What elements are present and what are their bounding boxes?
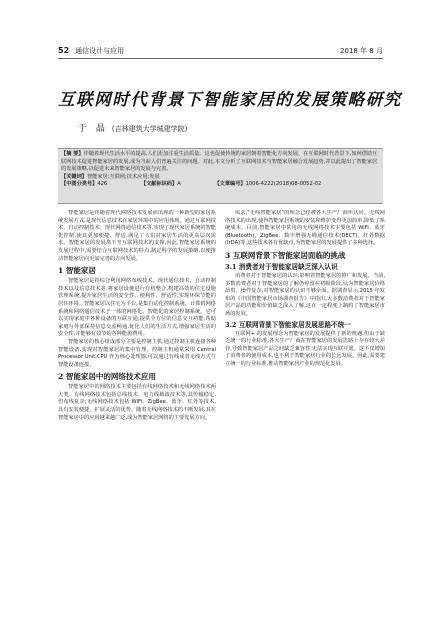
clc-value: 426: [97, 181, 108, 188]
journal-name: 通信设计与应用: [75, 47, 125, 55]
doc-code-label: 【文献标识码】: [140, 181, 178, 188]
abstract-box: [58, 148, 383, 204]
author-name: 于 晶: [78, 124, 108, 134]
abstract-text: 伴随着现代生活水平的提高,人们更加注重生活质量。这也促使传统的家居朝着智能化方向发展。在互联网时代背景下,如何借助互联网技术促进智能家居的发展,成为当前人们普遍关注的问题。对此,本文分析了互联网技术与智能家居融合发展趋势,并以此提出了智能家居的发展策略,以促进未来智能家居的发展与完善。: [61, 151, 378, 173]
section-heading-3: 3 互联网背景下智能家居面临的挑战: [225, 250, 346, 260]
intro-paragraph: 智能家居是伴随着现代网络技术发展而出现的一种新型的家居系统发展方式,是现代信息技术在家居环境中的应用体现。通过互联网技术、自动控制技术、现代网络通信技术等,实现了现代家居系统的智能化控制,使其更加便捷、舒适,满足了人们对家居生活的更高层次需求。智能家居的发展离不开互联网技术的支撑,因此,智能家居系统的发展过程中,需要结合互联网技术的特点,制定科学的发展策略,以便推动智能家居向更加完善的方向发展。: [58, 210, 216, 262]
paper-title: 互联网时代背景下智能家居的发展策略研究: [58, 90, 402, 109]
section-3-2-paragraph: 互联网+ 的发展理念为智能家居的发展提供了新的机遇,但由于缺乏统一的行业标准,各大生产厂商在智能家居的发展思路上存在较大差异,导致智能家居产品之间缺乏兼容性,无法实现互联互通。这不仅增加了消费者的使用成本,也不利于智能家居行业的长远发展。因此,需要建立统一的行业标准,推动智能家居产业的规范化发展。: [225, 330, 385, 367]
doc-code-value: A: [177, 181, 181, 188]
subsection-heading-3-1: 3.1 消费者对于智能家居缺乏深入认识: [225, 262, 338, 271]
section-2-paragraph-1: 智能家居中的网络技术主要包括有线网络技术和无线网络技术两大类。有线网络技术包括总线技术、电力线载波技术等,其传输稳定,但布线复杂;无线网络技术包括 WiFi、ZigBee、蓝牙、红外等技术,具有安装便捷、扩展灵活的优势。随着无线网络技术的不断发展,其在智能家居中的应用越来越广泛,成为智能家居网络的主要发展方向。: [58, 384, 216, 421]
right-column: [225, 210, 385, 605]
keywords-text: 智能家居;互联网;技术应用;发展: [86, 173, 160, 180]
section-1-paragraph-1: 智能家居是指综合利用网络布线技术、现代通信技术、自动控制技术以及信息技术等,将家居设施进行有机整合,构建高效的住宅设施管理系统,提升家居生活的安全性、便利性、舒适性,实现环保节能的居住环境。智能家居以住宅为平台,是集自动化控制系统、计算机网络系统和网络通信技术于一体的网络化、智能化的家居控制系统。它可以实现家庭中各种设备的互联互通,提供全方位的信息交互功能,帮助家庭与外部保持信息交流畅通,优化人们的生活方式,增强家居生活的安全性,并能够有效节约各种能源费用。: [58, 278, 216, 338]
keywords-label: 【关键词】: [61, 173, 87, 180]
issue-date: 2018 年 8 月: [340, 47, 383, 55]
author-affiliation: (吉林建筑大学城建学院): [111, 125, 188, 133]
page-number: 52: [58, 46, 70, 55]
classification-row: [61, 181, 380, 189]
article-no-value: 1006-4222(2018)08-0052-02: [245, 181, 322, 188]
section-2-paragraph-2: 需求,"无线智能家居"的理念已经被各大生产厂商所认同。无线网络技术的出现,使得智能家居系统的安装和维护变得更加简单,降低了系统成本。目前,智能家居中常用的无线网络技术主要包括 WiFi、蓝牙(Bluetooth)、ZigBee、数字增强无绳通信技术(DECT)、红外数据(IrDA)等,这些技术各有优缺点,为智能家居的发展提供了多种选择。: [225, 210, 385, 247]
abstract: [61, 151, 380, 174]
section-heading-2: 2 智能家居中的网络技术应用: [58, 372, 156, 382]
abstract-label: 【摘 要】: [61, 151, 84, 157]
clc-label: 【中图分类号】: [61, 181, 98, 188]
running-head-left: [58, 44, 124, 58]
running-head: [58, 44, 383, 59]
article-no-label: 【文章编号】: [214, 181, 246, 188]
left-column: [58, 210, 216, 605]
doc-code-field: [141, 181, 197, 189]
section-1-paragraph-2: 智能家居的核心组成部分主要是控制主机,通过控制主机连接各种智能设备,实现对智能家居的集中管理。控制主机通常采用 Central Processor Unit,CPU 作为核心处理器,可以通过有线或者无线方式与智能设备连接。: [58, 338, 216, 368]
subsection-heading-3-2: 3.2 互联网背景下智能家居发展思路不统一: [225, 320, 351, 329]
section-heading-1: 1 智能家居: [58, 266, 96, 276]
clc-field: [61, 181, 123, 189]
section-3-1-paragraph: 消费者对于智能家居的认识,影响着智能家居的推广和发展。当前,多数消费者对于智能家居的了解仍停留在初级阶段,认为智能家居价格昂贵、操作复杂,对智能家居的认识不够全面。据调查显示,2015 年发布的《中国智能家居市场调查报告》中指出,大多数消费者对于智能家居产品的功能和价值缺乏深入了解,这在一定程度上制约了智能家居市场的发展。: [225, 272, 385, 317]
article-no-field: [214, 181, 337, 189]
author-line: [78, 121, 187, 134]
